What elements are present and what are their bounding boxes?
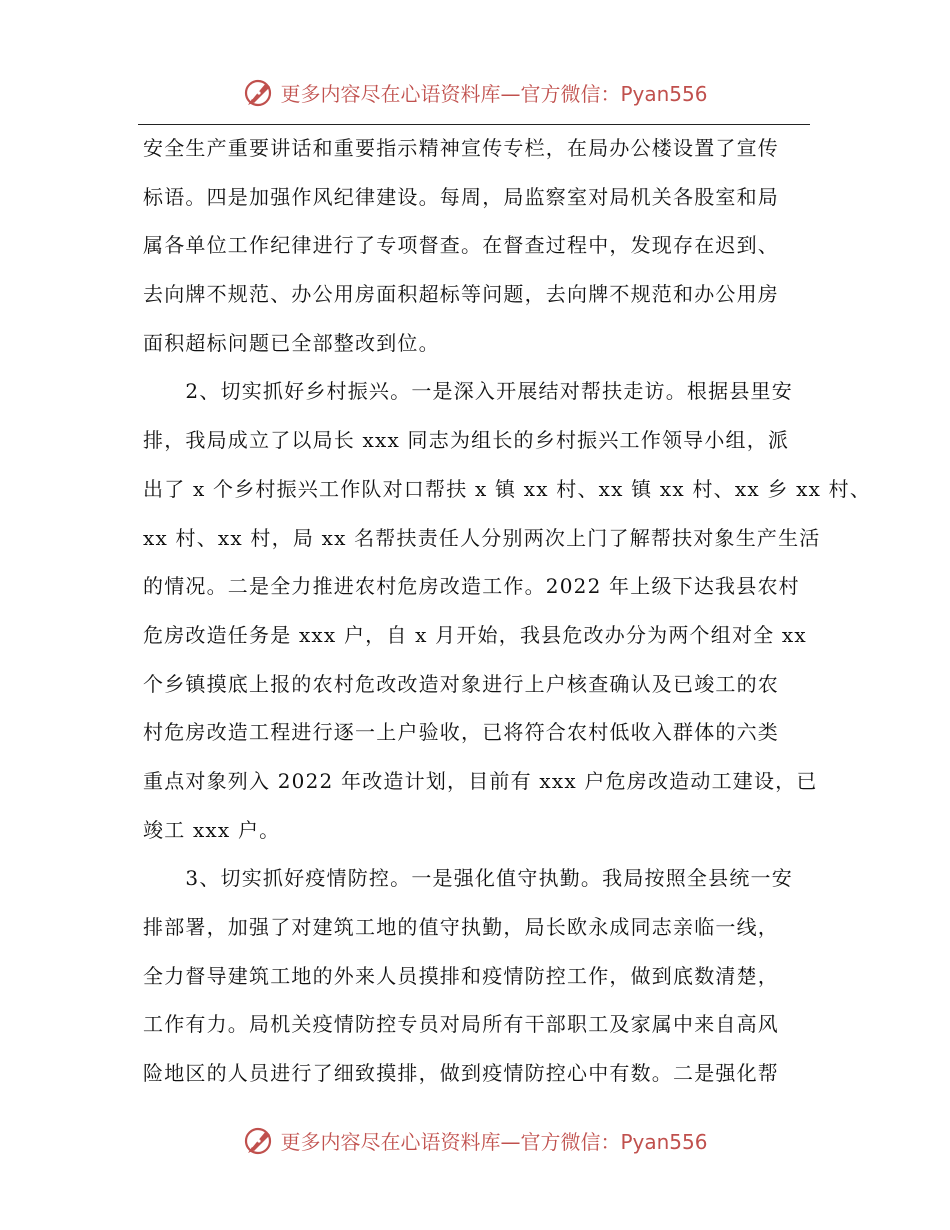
pen-nib-logo-icon xyxy=(242,75,276,109)
body-line: 个乡镇摸底上报的农村危改改造对象进行上户核查确认及已竣工的农 xyxy=(143,671,779,696)
footer-banner xyxy=(0,1120,950,1160)
body-line: 标语。四是加强作风纪律建设。每周，局监察室对局机关各股室和局 xyxy=(143,184,779,209)
body-line: 排部署，加强了对建筑工地的值守执勤，局长欧永成同志亲临一线， xyxy=(143,915,779,939)
body-line: 出了 x 个乡村振兴工作队对口帮扶 x 镇 xx 村、xx 镇 xx 村、xx 乡 xx 村、 xyxy=(143,476,872,501)
body-line: xx 村、xx 村，局 xx 名帮扶责任人分别两次上门了解帮扶对象生产生活 xyxy=(143,525,821,550)
header-banner-text: 更多内容尽在心语资料库—官方微信：Pyan556 xyxy=(280,81,708,106)
body-line: 面积超标问题已全部整改到位。 xyxy=(143,330,440,355)
body-line: 3、切实抓好疫情防控。一是强化值守执勤。我局按照全县统一安 xyxy=(143,866,793,891)
body-line: 安全生产重要讲话和重要指示精神宣传专栏，在局办公楼设置了宣传 xyxy=(143,136,779,160)
body-line: 险地区的人员进行了细致摸排，做到疫情防控心中有数。二是强化帮 xyxy=(143,1061,779,1086)
footer-banner-inner xyxy=(242,1123,707,1157)
body-line: 村危房改造工程进行逐一上户验收，已将符合农村低收入群体的六类 xyxy=(143,720,779,745)
body-line: 去向牌不规范、办公用房面积超标等问题，去向牌不规范和办公用房 xyxy=(143,282,779,307)
body-line: 属各单位工作纪律进行了专项督查。在督查过程中，发现存在迟到、 xyxy=(143,233,779,258)
body-line: 重点对象列入 2022 年改造计划，目前有 xxx 户危房改造动工建设，已 xyxy=(143,768,818,793)
body-line: 的情况。二是全力推进农村危房改造工作。2022 年上级下达我县农村 xyxy=(143,574,800,599)
header-banner-inner xyxy=(242,75,707,109)
document-body xyxy=(143,124,872,1098)
body-line: 竣工 xxx 户。 xyxy=(143,817,281,842)
body-line: 全力督导建筑工地的外来人员摸排和疫情防控工作，做到底数清楚， xyxy=(143,963,779,988)
body-line: 2、切实抓好乡村振兴。一是深入开展结对帮扶走访。根据县里安 xyxy=(143,379,793,404)
body-line: 排，我局成立了以局长 xxx 同志为组长的乡村振兴工作领导小组，派 xyxy=(143,428,790,453)
body-line: 危房改造任务是 xxx 户，自 x 月开始，我县危改办分为两个组对全 xx xyxy=(143,622,807,647)
header-banner xyxy=(0,72,950,112)
pen-nib-logo-icon xyxy=(242,1123,276,1157)
footer-banner-text: 更多内容尽在心语资料库—官方微信：Pyan556 xyxy=(280,1129,708,1154)
body-line: 工作有力。局机关疫情防控专员对局所有干部职工及家属中来自高风 xyxy=(143,1012,779,1037)
